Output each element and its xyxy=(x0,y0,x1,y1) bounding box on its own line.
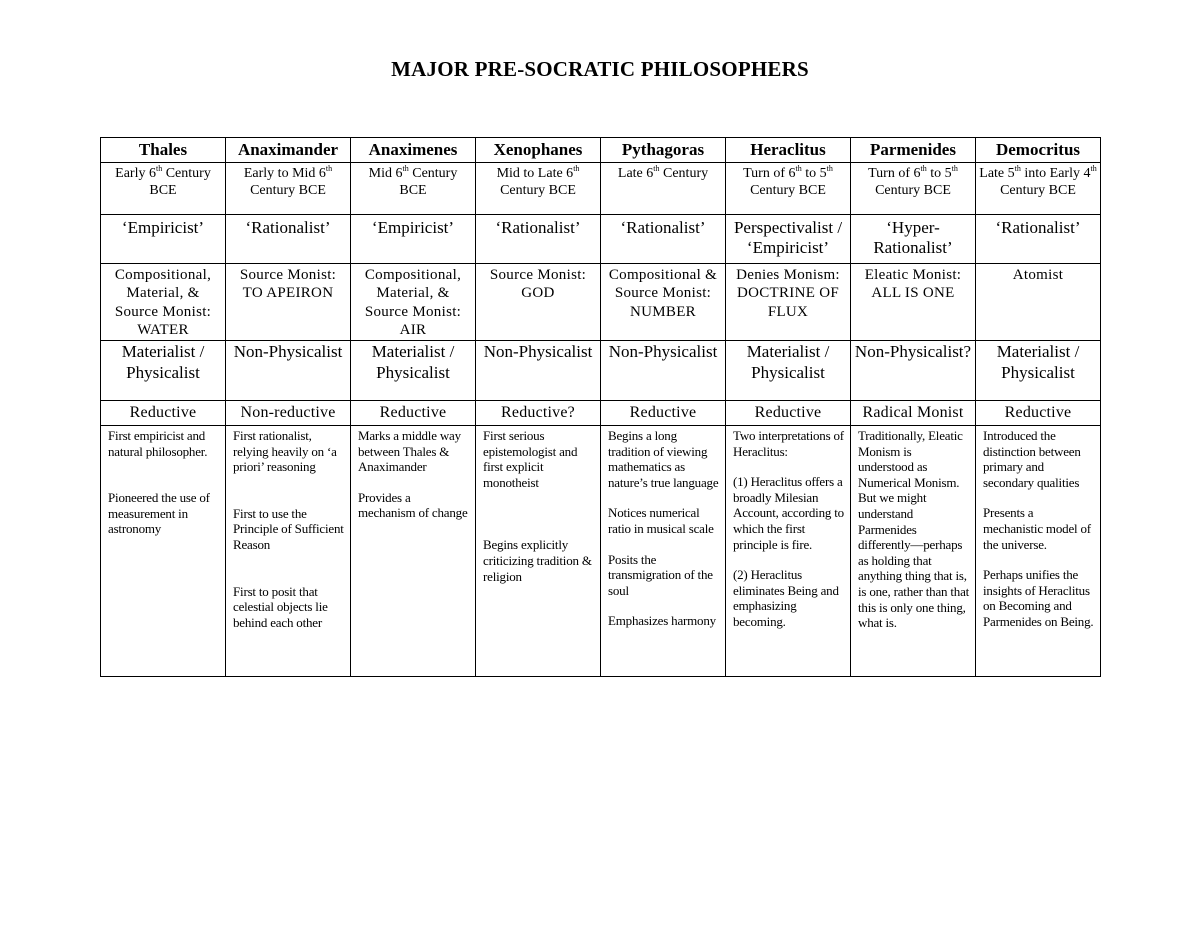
reduction-cell: Reductive? xyxy=(476,401,601,426)
approach-cell: ‘Empiricist’ xyxy=(101,215,226,264)
physicalism-cell: Materialist / Physicalist xyxy=(726,341,851,401)
name-row xyxy=(101,138,1101,163)
note-paragraph: Provides a mechanism of change xyxy=(358,489,468,521)
reduction-cell: Radical Monist xyxy=(851,401,976,426)
physicalism-cell: Non-Physicalist xyxy=(476,341,601,401)
reduction-cell: Non-reductive xyxy=(226,401,351,426)
approach-cell: ‘Rationalist’ xyxy=(476,215,601,264)
approach-cell: ‘Hyper-Rationalist’ xyxy=(851,215,976,264)
document-title: MAJOR PRE-SOCRATIC PHILOSOPHERS xyxy=(391,57,809,81)
notes-cell xyxy=(476,426,601,677)
monism-cell: Compositional, Material, & Source Monist: WATER xyxy=(101,264,226,341)
note-paragraph: Begins explicitly criticizing tradition & religion xyxy=(483,537,592,584)
monism-cell: Compositional, Material, & Source Monist: AIR xyxy=(351,264,476,341)
period-text: Mid 6th Century BCE xyxy=(368,164,458,198)
philosopher-name: Heraclitus xyxy=(726,138,851,163)
period-cell xyxy=(726,163,851,215)
note-paragraph: First serious epistemologist and first explicit monotheist xyxy=(483,428,578,490)
note-paragraph: First rationalist, relying heavily on ‘a priori’ reasoning xyxy=(233,428,337,475)
period-cell xyxy=(351,163,476,215)
philosopher-name: Democritus xyxy=(976,138,1101,163)
note-paragraph: Introduced the distinction between primary and secondary qualities xyxy=(983,428,1081,490)
note-paragraph: Begins a long tradition of viewing mathematics as nature’s true language xyxy=(608,428,719,490)
reduction-cell: Reductive xyxy=(351,401,476,426)
period-text: Turn of 6th to 5th Century BCE xyxy=(868,164,958,198)
period-text: Late 5th into Early 4th Century BCE xyxy=(979,164,1097,198)
philosopher-name: Anaximander xyxy=(226,138,351,163)
approach-cell: ‘Rationalist’ xyxy=(601,215,726,264)
monism-cell: Source Monist: GOD xyxy=(476,264,601,341)
note-paragraph: First empiricist and natural philosopher. xyxy=(108,428,208,459)
monism-cell: Eleatic Monist: ALL IS ONE xyxy=(851,264,976,341)
period-cell xyxy=(976,163,1101,215)
notes-cell xyxy=(851,426,976,677)
period-text: Early to Mid 6th Century BCE xyxy=(243,164,333,198)
note-paragraph: First to use the Principle of Sufficient Reason xyxy=(233,505,344,552)
notes-cell xyxy=(226,426,351,677)
approach-row xyxy=(101,215,1101,264)
physicalism-row xyxy=(101,341,1101,401)
monism-cell: Source Monist: TO APEIRON xyxy=(226,264,351,341)
note-paragraph: Traditionally, Eleatic Monism is understood as Numerical Monism. But we might understand Parmenides differently—perhaps as holding that anything thing that is, is one, rather than that this is only one thing, what is. xyxy=(858,428,970,631)
physicalism-cell: Non-Physicalist xyxy=(226,341,351,401)
note-paragraph: Emphasizes harmony xyxy=(608,613,716,629)
approach-cell: ‘Empiricist’ xyxy=(351,215,476,264)
notes-cell xyxy=(976,426,1101,677)
approach-cell: ‘Rationalist’ xyxy=(226,215,351,264)
monism-row xyxy=(101,264,1101,341)
note-paragraph: Pioneered the use of measurement in astronomy xyxy=(108,490,210,537)
notes-cell xyxy=(726,426,851,677)
note-paragraph: (1) Heraclitus offers a broadly Milesian Account, according to which the first principle is fire. xyxy=(733,474,844,552)
monism-cell: Denies Monism: DOCTRINE OF FLUX xyxy=(726,264,851,341)
monism-cell: Atomist xyxy=(976,264,1101,341)
reduction-cell: Reductive xyxy=(726,401,851,426)
notes-cell xyxy=(601,426,726,677)
period-cell xyxy=(226,163,351,215)
period-text: Late 6th Century xyxy=(617,164,709,181)
note-paragraph: Two interpretations of Heraclitus: xyxy=(733,428,844,459)
physicalism-cell: Non-Physicalist xyxy=(601,341,726,401)
note-paragraph: Perhaps unifies the insights of Heraclitus on Becoming and Parmenides on Being. xyxy=(983,567,1094,629)
philosophers-table xyxy=(100,137,1101,677)
philosopher-name: Anaximenes xyxy=(351,138,476,163)
monism-cell: Compositional & Source Monist: NUMBER xyxy=(601,264,726,341)
reduction-cell: Reductive xyxy=(601,401,726,426)
period-text: Turn of 6th to 5th Century BCE xyxy=(743,164,833,198)
physicalism-cell: Materialist / Physicalist xyxy=(976,341,1101,401)
period-cell xyxy=(601,163,726,215)
notes-cell xyxy=(101,426,226,677)
physicalism-cell: Materialist / Physicalist xyxy=(101,341,226,401)
period-cell xyxy=(476,163,601,215)
philosopher-name: Thales xyxy=(101,138,226,163)
reduction-cell: Reductive xyxy=(976,401,1101,426)
note-paragraph: Marks a middle way between Thales & Anaximander xyxy=(358,428,461,475)
notes-cell xyxy=(351,426,476,677)
physicalism-cell: Non-Physicalist? xyxy=(851,341,976,401)
approach-cell: ‘Rationalist’ xyxy=(976,215,1101,264)
philosopher-name: Parmenides xyxy=(851,138,976,163)
note-paragraph: Posits the transmigration of the soul xyxy=(608,551,713,598)
approach-cell: Perspectivalist / ‘Empiricist’ xyxy=(726,215,851,264)
note-paragraph: Presents a mechanistic model of the universe. xyxy=(983,505,1091,552)
philosopher-name: Xenophanes xyxy=(476,138,601,163)
note-paragraph: (2) Heraclitus eliminates Being and emphasizing becoming. xyxy=(733,567,839,629)
period-text: Mid to Late 6th Century BCE xyxy=(496,164,580,198)
philosopher-name: Pythagoras xyxy=(601,138,726,163)
notes-row xyxy=(101,426,1101,677)
period-row xyxy=(101,163,1101,215)
physicalism-cell: Materialist / Physicalist xyxy=(351,341,476,401)
note-paragraph: First to posit that celestial objects lie behind each other xyxy=(233,583,328,630)
note-paragraph: Notices numerical ratio in musical scale xyxy=(608,505,714,536)
reduction-row xyxy=(101,401,1101,426)
reduction-cell: Reductive xyxy=(101,401,226,426)
period-text: Early 6th Century BCE xyxy=(115,164,211,198)
period-cell xyxy=(101,163,226,215)
period-cell xyxy=(851,163,976,215)
